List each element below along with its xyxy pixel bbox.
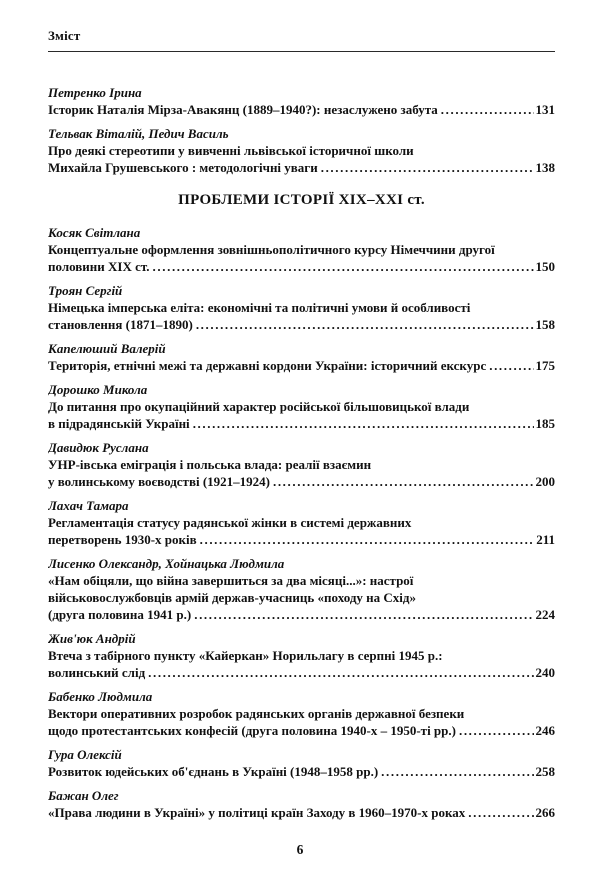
- dot-leader: [153, 258, 534, 275]
- entry-title-line: [48, 316, 555, 333]
- entry-title-text: становлення (1871–1890): [48, 317, 193, 332]
- dot-leader: [148, 664, 533, 681]
- entry-page-number: 211: [536, 532, 555, 547]
- toc-list: [48, 84, 555, 821]
- toc-entry: [48, 630, 555, 681]
- toc-entry: [48, 84, 555, 118]
- entry-title-text: «Нам обіцяли, що війна завершиться за два місяці...»: настрої: [48, 573, 414, 588]
- entry-title-text: половини XIX ст.: [48, 259, 150, 274]
- toc-entry: [48, 125, 555, 176]
- entry-title-text: УНР-івська еміграція і польська влада: реалії взаємин: [48, 457, 372, 472]
- entry-author: Бажан Олег: [48, 788, 119, 803]
- dot-leader: [381, 763, 533, 780]
- toc-entry: [48, 282, 555, 333]
- entry-author: Лисенко Олександр, Хойнацька Людмила: [48, 556, 285, 571]
- entry-title-line: [48, 456, 555, 473]
- entry-title-line: [48, 159, 555, 176]
- entry-title-text: перетворень 1930-х років: [48, 532, 197, 547]
- entry-title-line: [48, 241, 555, 258]
- entry-title-text: Михайла Грушевського : методологічні уваги: [48, 160, 318, 175]
- entry-title-line: [48, 258, 555, 275]
- entry-author: Косяк Світлана: [48, 225, 141, 240]
- entry-title-line: [48, 473, 555, 490]
- toc-entry: [48, 555, 555, 623]
- dot-leader: [194, 606, 533, 623]
- entry-page-number: 224: [535, 607, 555, 622]
- entry-title-line: [48, 763, 555, 780]
- toc-entry: [48, 340, 555, 374]
- entry-title-text: Про деякі стереотипи у вивченні львівської історичної школи: [48, 143, 414, 158]
- entry-page-number: 266: [535, 805, 555, 820]
- entry-author: Жив'юк Андрій: [48, 631, 136, 646]
- footer-page-number: 6: [296, 842, 304, 857]
- entry-author: Гура Олексій: [48, 747, 122, 762]
- entry-title-text: в підрадянській Україні: [48, 416, 190, 431]
- entry-title-line: [48, 722, 555, 739]
- entry-author: Лахач Тамара: [48, 498, 129, 513]
- entry-title-text: Регламентація статусу радянської жінки в системі державних: [48, 515, 412, 530]
- entry-author: Троян Сергій: [48, 283, 123, 298]
- entry-page-number: 185: [535, 416, 555, 431]
- entry-title-line: [48, 647, 555, 664]
- entry-title-text: Німецька імперська еліта: економічні та політичні умови й особливості: [48, 300, 471, 315]
- entry-title-text: Вектори оперативних розробок радянських органів державної безпеки: [48, 706, 465, 721]
- entry-title-line: [48, 572, 555, 589]
- entry-author: Бабенко Людмила: [48, 689, 153, 704]
- entry-page-number: 240: [535, 665, 555, 680]
- toc-entry: [48, 787, 555, 821]
- entry-title-text: у волинському воєводстві (1921–1924): [48, 474, 270, 489]
- toc-entry: [48, 439, 555, 490]
- dot-leader: [196, 316, 534, 333]
- entry-page-number: 138: [535, 160, 555, 175]
- entry-page-number: 246: [535, 723, 555, 738]
- entry-title-line: [48, 606, 555, 623]
- entry-title-line: [48, 101, 555, 118]
- entry-page-number: 258: [535, 764, 555, 779]
- entry-author: Тельвак Віталій, Педич Василь: [48, 126, 229, 141]
- entry-title-line: [48, 299, 555, 316]
- entry-title-line: [48, 514, 555, 531]
- entry-page-number: 131: [535, 102, 555, 117]
- entry-title-text: Територія, етнічні межі та державні кордони України: історичний екскурс: [48, 358, 487, 373]
- entry-title-text: Розвиток юдейських об'єднань в Україні (1948–1958 рр.): [48, 764, 379, 779]
- entry-title-line: [48, 398, 555, 415]
- entry-title-line: [48, 531, 555, 548]
- entry-title-text: Історик Наталія Мірза-Авакянц (1889–1940?): незаслужено забута: [48, 102, 438, 117]
- entry-title-line: [48, 705, 555, 722]
- dot-leader: [273, 473, 534, 490]
- entry-title-text: Концептуальне оформлення зовнішньополітичного курсу Німеччини другої: [48, 242, 495, 257]
- dot-leader: [321, 159, 534, 176]
- toc-entry: [48, 688, 555, 739]
- entry-title-line: [48, 415, 555, 432]
- entry-page-number: 158: [535, 317, 555, 332]
- dot-leader: [489, 357, 533, 374]
- entry-title-text: щодо протестантських конфесій (друга половина 1940-х – 1950-ті рр.): [48, 723, 456, 738]
- dot-leader: [193, 415, 534, 432]
- entry-title-text: До питання про окупаційний характер російської більшовицької влади: [48, 399, 470, 414]
- section-heading: ПРОБЛЕМИ ІСТОРІЇ XIX–XXI ст.: [178, 192, 425, 208]
- toc-entry: [48, 381, 555, 432]
- entry-page-number: 200: [535, 474, 555, 489]
- header-rule: [48, 51, 555, 52]
- dot-leader: [459, 722, 534, 739]
- toc-entry: [48, 746, 555, 780]
- entry-title-line: [48, 357, 555, 374]
- entry-title-text: (друга половина 1941 р.): [48, 607, 192, 622]
- entry-title-line: [48, 664, 555, 681]
- entry-author: Капелюший Валерій: [48, 341, 166, 356]
- toc-entry: [48, 224, 555, 275]
- entry-author: Петренко Ірина: [48, 85, 142, 100]
- entry-title-text: військовослужбовців армій держав-учасниць «походу на Схід»: [48, 590, 416, 605]
- dot-leader: [441, 101, 534, 118]
- entry-title-text: Втеча з табірного пункту «Кайеркан» Норильлагу в серпні 1945 р.:: [48, 648, 443, 663]
- page-header-title: Зміст: [48, 28, 81, 43]
- entry-title-line: [48, 589, 555, 606]
- entry-title-text: «Права людини в Україні» у політиці країн Заходу в 1960–1970-х роках: [48, 805, 466, 820]
- entry-page-number: 175: [535, 358, 555, 373]
- toc-entry: [48, 497, 555, 548]
- entry-title-text: волинський слід: [48, 665, 146, 680]
- page-footer: [0, 842, 600, 858]
- dot-leader: [200, 531, 535, 548]
- entry-author: Дорошко Микола: [48, 382, 148, 397]
- entry-page-number: 150: [535, 259, 555, 274]
- entry-title-line: [48, 142, 555, 159]
- entry-author: Давидюк Руслана: [48, 440, 149, 455]
- dot-leader: [468, 804, 533, 821]
- entry-title-line: [48, 804, 555, 821]
